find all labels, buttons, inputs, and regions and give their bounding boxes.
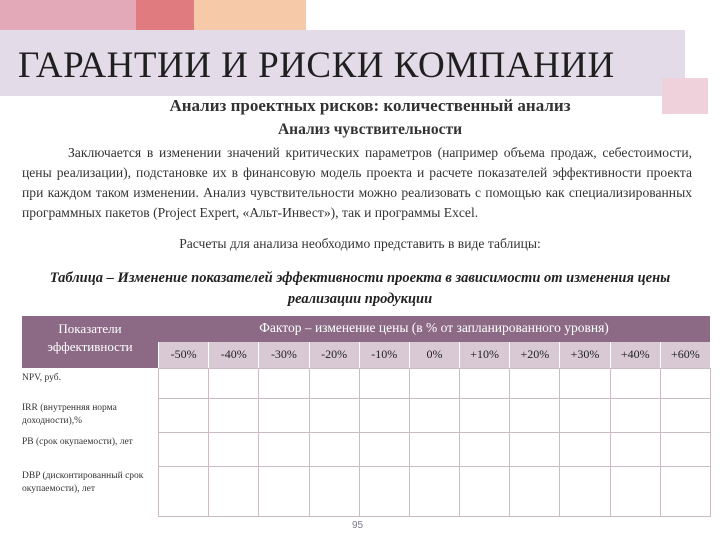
row-label-dbp: DBP (дисконтированный срок окупаемости), лет [22, 471, 144, 494]
column-header: -40% [208, 342, 258, 368]
table-cell [258, 398, 309, 433]
table-header-factor: Фактор – изменение цены (в % от запланированного уровня) [158, 316, 710, 342]
column-header: +20% [509, 342, 559, 368]
table-cell [459, 466, 510, 517]
table-header-indicators: Показатели эффективности [22, 316, 158, 368]
page-title: ГАРАНТИИ И РИСКИ КОМПАНИИ [18, 45, 615, 86]
table-cell [509, 432, 560, 467]
column-header: +10% [459, 342, 509, 368]
table-cell [258, 432, 309, 467]
table-cell [309, 398, 360, 433]
table-cell [258, 368, 309, 399]
table-cell [559, 368, 610, 399]
body-paragraph-text: Заключается в изменении значений критических параметров (например объема продаж, себестоимости, цены реализации), подстановке их в финансовую модель проекта и расчете показателей эффективности проекта при каждом таком изменении. Анализ чувствительности можно реализовать с помощью как специализированных программных пакетов (Project Expert, «Альт-Инвест»), так и программы Excel. [22, 145, 692, 220]
column-header: +60% [660, 342, 710, 368]
table-cell [158, 398, 209, 433]
table-cell [208, 368, 259, 399]
table-cell [459, 432, 510, 467]
row-label-irr: IRR (внутренняя норма доходности),% [22, 403, 117, 426]
row-label-npv: NPV, руб. [22, 373, 61, 383]
table-cell [610, 466, 661, 517]
decor-block-white [306, 0, 396, 30]
table-cell [409, 398, 460, 433]
column-header: -10% [359, 342, 409, 368]
body-paragraph [22, 143, 692, 223]
table-cell [559, 466, 610, 517]
table-cell [359, 398, 410, 433]
table-cell [208, 398, 259, 433]
table-grid [158, 368, 710, 516]
table-cell [559, 432, 610, 467]
table-cell [309, 466, 360, 517]
table-cell [208, 432, 259, 467]
table-cell [610, 432, 661, 467]
table-cell [359, 466, 410, 517]
column-header: +40% [610, 342, 660, 368]
column-header: -30% [258, 342, 308, 368]
table-cell [158, 466, 209, 517]
table-cell [660, 398, 711, 433]
table-cell [359, 368, 410, 399]
table-cell [158, 368, 209, 399]
page-number: 95 [352, 520, 364, 531]
table-cell [509, 398, 560, 433]
table-cell [359, 432, 410, 467]
table-cell [309, 432, 360, 467]
table-cell [409, 432, 460, 467]
body-note: Расчеты для анализа необходимо представить в виде таблицы: [179, 236, 541, 251]
table-cell [258, 466, 309, 517]
table-cell [309, 368, 360, 399]
page-subtitle: Анализ проектных рисков: количественный анализ [169, 96, 571, 115]
column-header: -20% [309, 342, 359, 368]
table-cell [660, 368, 711, 399]
row-label-pb: PB (срок окупаемости), лет [22, 437, 133, 447]
table-cell [459, 398, 510, 433]
table-caption: Таблица – Изменение показателей эффективности проекта в зависимости от изменения цены реализации продукции [49, 270, 671, 307]
table-cell [208, 466, 259, 517]
table-cell [409, 368, 460, 399]
decor-block-peach [194, 0, 306, 30]
table-cell [610, 368, 661, 399]
column-header: 0% [409, 342, 459, 368]
table-cell [559, 398, 610, 433]
table-cell [660, 466, 711, 517]
table-cell [660, 432, 711, 467]
table-cell [509, 368, 560, 399]
table-cell [610, 398, 661, 433]
decor-block-pink [0, 0, 136, 30]
sensitivity-table [22, 316, 710, 516]
table-cell [509, 466, 560, 517]
table-cell [409, 466, 460, 517]
table-cell [158, 432, 209, 467]
column-header: -50% [158, 342, 208, 368]
section-heading: Анализ чувствительности [277, 121, 463, 138]
table-cell [459, 368, 510, 399]
column-header: +30% [559, 342, 609, 368]
table-column-headers [158, 342, 710, 368]
